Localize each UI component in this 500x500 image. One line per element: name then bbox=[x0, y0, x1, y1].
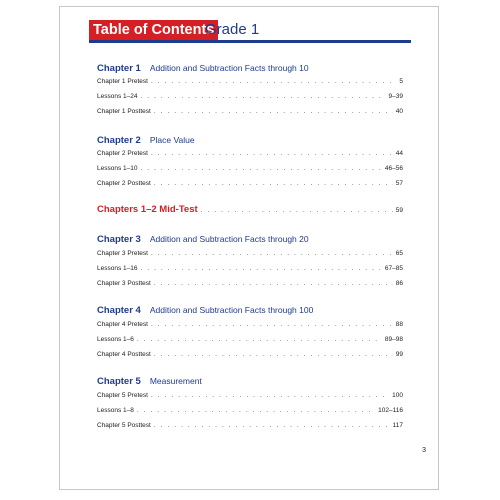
toc-entry[interactable] bbox=[97, 334, 403, 346]
entry-page: 86 bbox=[395, 280, 403, 287]
entry-label: Chapter 5 Posttest bbox=[97, 422, 151, 429]
entry-page: 9–39 bbox=[388, 93, 403, 100]
entry-label: Chapter 2 Pretest bbox=[97, 150, 148, 157]
chapter-title: Place Value bbox=[149, 135, 195, 145]
entry-page: 117 bbox=[392, 422, 403, 429]
toc-entry[interactable] bbox=[97, 163, 403, 175]
header-rule bbox=[89, 40, 411, 43]
chapter-title: Measurement bbox=[149, 376, 202, 386]
entry-page: 57 bbox=[395, 180, 403, 187]
chapter-title: Addition and Subtraction Facts through 10 bbox=[149, 63, 309, 73]
toc-entry[interactable] bbox=[97, 278, 403, 290]
entry-label: Lessons 1–24 bbox=[97, 93, 138, 100]
toc-entry[interactable] bbox=[97, 91, 403, 103]
entry-page: 5 bbox=[399, 78, 403, 85]
toc-entry[interactable] bbox=[97, 248, 403, 260]
toc-entry[interactable] bbox=[97, 148, 403, 160]
toc-entry[interactable] bbox=[97, 405, 403, 417]
toc-entry[interactable] bbox=[97, 106, 403, 118]
midtest-entry[interactable] bbox=[97, 203, 403, 217]
entry-page: 44 bbox=[395, 150, 403, 157]
dot-leader bbox=[151, 390, 389, 402]
entry-label: Chapter 4 Pretest bbox=[97, 321, 148, 328]
entry-page: 40 bbox=[395, 108, 403, 115]
midtest-label: Chapters 1–2 Mid-Test bbox=[97, 204, 198, 215]
toc-title: Table of Contents bbox=[89, 20, 218, 40]
chapter-number: Chapter 1 bbox=[97, 63, 141, 74]
chapter-number: Chapter 4 bbox=[97, 305, 141, 316]
chapter-heading-3[interactable] bbox=[97, 231, 309, 245]
dot-leader bbox=[154, 106, 393, 118]
entry-label: Chapter 1 Pretest bbox=[97, 78, 148, 85]
entry-label: Chapter 2 Posttest bbox=[97, 180, 151, 187]
entry-page: 100 bbox=[392, 392, 403, 399]
entry-label: Chapter 1 Posttest bbox=[97, 108, 151, 115]
toc-entry[interactable] bbox=[97, 319, 403, 331]
dot-leader bbox=[151, 148, 393, 160]
document-page bbox=[59, 6, 439, 490]
dot-leader bbox=[154, 178, 393, 190]
chapter-title: Addition and Subtraction Facts through 100 bbox=[149, 305, 314, 315]
chapter-title: Addition and Subtraction Facts through 20 bbox=[149, 234, 309, 244]
entry-label: Lessons 1–16 bbox=[97, 265, 138, 272]
dot-leader bbox=[137, 334, 382, 346]
entry-page: 65 bbox=[395, 250, 403, 257]
grade-label: Grade 1 bbox=[205, 21, 260, 38]
page-number: 3 bbox=[422, 447, 426, 454]
chapter-heading-4[interactable] bbox=[97, 302, 313, 316]
entry-label: Lessons 1–6 bbox=[97, 336, 134, 343]
chapter-heading-5[interactable] bbox=[97, 373, 202, 387]
entry-label: Chapter 3 Posttest bbox=[97, 280, 151, 287]
dot-leader bbox=[201, 204, 393, 218]
toc-entry[interactable] bbox=[97, 390, 403, 402]
chapter-heading-1[interactable] bbox=[97, 60, 309, 74]
dot-leader bbox=[151, 319, 393, 331]
entry-page: 67–85 bbox=[384, 265, 403, 272]
entry-label: Lessons 1–8 bbox=[97, 407, 134, 414]
chapter-number: Chapter 3 bbox=[97, 234, 141, 245]
dot-leader bbox=[154, 349, 393, 361]
chapter-heading-2[interactable] bbox=[97, 132, 195, 146]
toc-header bbox=[89, 20, 411, 42]
dot-leader bbox=[140, 91, 385, 103]
entry-label: Chapter 4 Posttest bbox=[97, 351, 151, 358]
toc-entry[interactable] bbox=[97, 76, 403, 88]
entry-page: 102–116 bbox=[378, 407, 403, 414]
chapter-number: Chapter 2 bbox=[97, 135, 141, 146]
entry-page: 46–56 bbox=[384, 165, 403, 172]
dot-leader bbox=[151, 76, 396, 88]
entry-label: Chapter 5 Pretest bbox=[97, 392, 148, 399]
toc-entry[interactable] bbox=[97, 349, 403, 361]
entry-label: Chapter 3 Pretest bbox=[97, 250, 148, 257]
toc-entry[interactable] bbox=[97, 420, 403, 432]
midtest-page: 59 bbox=[395, 207, 403, 214]
entry-page: 88 bbox=[395, 321, 403, 328]
entry-page: 99 bbox=[395, 351, 403, 358]
dot-leader bbox=[140, 163, 381, 175]
dot-leader bbox=[140, 263, 381, 275]
dot-leader bbox=[137, 405, 375, 417]
chapter-number: Chapter 5 bbox=[97, 376, 141, 387]
dot-leader bbox=[154, 420, 390, 432]
entry-page: 89–98 bbox=[384, 336, 403, 343]
entry-label: Lessons 1–10 bbox=[97, 165, 138, 172]
dot-leader bbox=[154, 278, 393, 290]
toc-entry[interactable] bbox=[97, 263, 403, 275]
dot-leader bbox=[151, 248, 393, 260]
toc-entry[interactable] bbox=[97, 178, 403, 190]
